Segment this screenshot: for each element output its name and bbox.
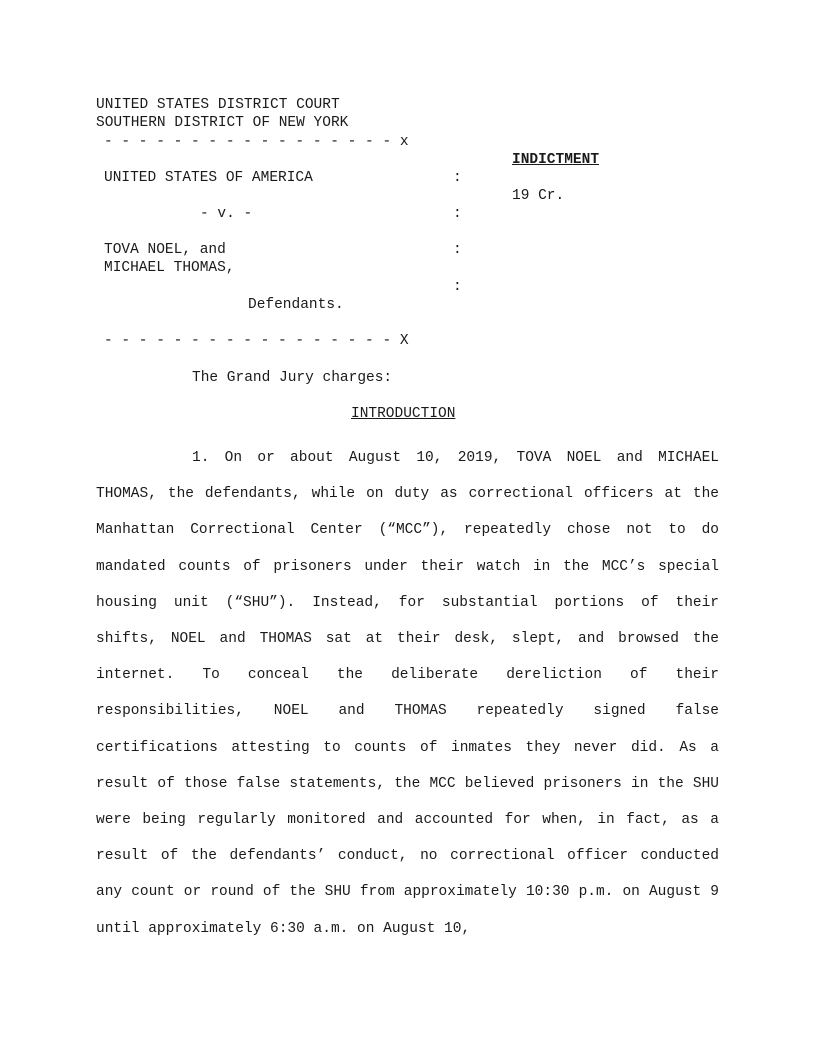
- indictment-title: INDICTMENT: [512, 152, 600, 168]
- defendant-name-1: TOVA NOEL, and: [104, 242, 226, 258]
- caption-top-rule: - - - - - - - - - - - - - - - - - x: [104, 134, 409, 150]
- court-name-line2: SOUTHERN DISTRICT OF NEW YORK: [96, 115, 349, 131]
- caption-colon: :: [453, 242, 462, 258]
- caption-colon: :: [453, 206, 462, 222]
- paragraph-1: 1. On or about August 10, 2019, TOVA NOEL and MICHAEL THOMAS, the defendants, while on duty as correctional officers at the Manhattan Correctional Center (“MCC”), repeatedly chose not to do mandated counts of prisoners under their watch in the MCC’s special housing unit (“SHU”). Instead, for substantial portions of their shifts, NOEL and THOMAS sat at their desk, slept, and browsed the internet. To conceal the deliberate dereliction of their responsibilities, NOEL and THOMAS repeatedly signed false certifications attesting to counts of inmates they never did. As a result of those false statements, the MCC believed prisoners in the SHU were being regularly monitored and accounted for when, in fact, as a result of the defendants’ conduct, no correctional officer conducted any count or round of the SHU from approximately 10:30 p.m. on August 9 until approximately 6:30 a.m. on August 10,: [96, 450, 719, 937]
- caption-colon: :: [453, 170, 462, 186]
- versus-label: - v. -: [200, 206, 253, 222]
- court-name-line1: UNITED STATES DISTRICT COURT: [96, 97, 340, 113]
- caption-colon: :: [453, 279, 462, 295]
- case-number: 19 Cr.: [512, 188, 565, 204]
- plaintiff-name: UNITED STATES OF AMERICA: [104, 170, 313, 186]
- section-heading: INTRODUCTION: [351, 406, 456, 422]
- caption-bottom-rule: - - - - - - - - - - - - - - - - - X: [104, 333, 409, 349]
- grand-jury-charges: The Grand Jury charges:: [192, 370, 393, 386]
- defendant-name-2: MICHAEL THOMAS,: [104, 260, 235, 276]
- defendants-label: Defendants.: [248, 297, 344, 313]
